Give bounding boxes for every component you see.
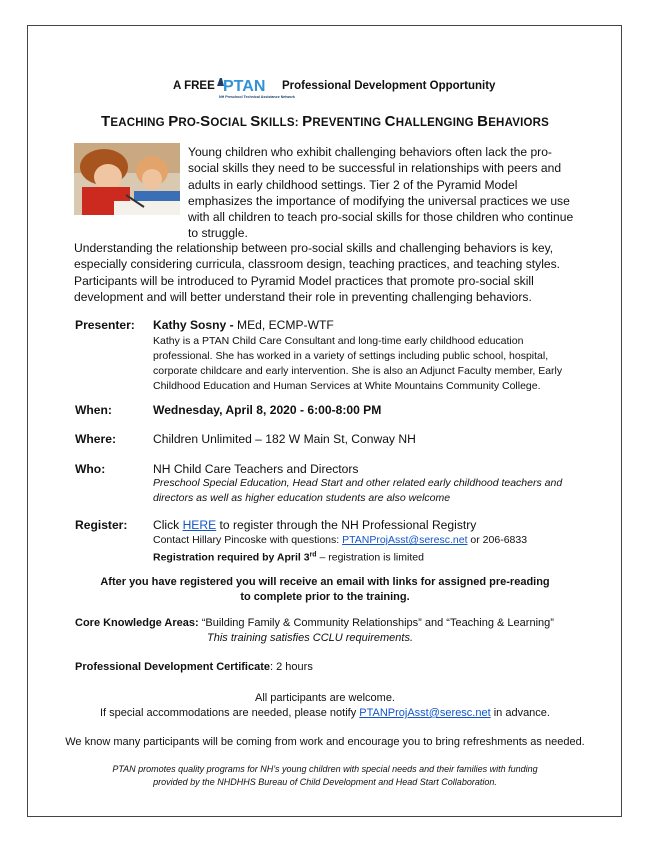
logo-subtext: NH Preschool Technical Assistance Network: [219, 95, 295, 99]
core-knowledge: Core Knowledge Areas: “Building Family & Community Relationships” and “Teaching & Learning”: [75, 617, 554, 629]
footer-text: PTAN promotes quality programs for NH’s young children with special needs and their families with funding provided by the NHDHHS Bureau of Child Development and Head Start Collaboration.: [112, 764, 538, 787]
presenter-label: Presenter:: [75, 318, 135, 332]
who-detail: Preschool Special Education, Head Start and other related early childhood teachers and directors as well as higher education students are also welcome: [153, 477, 563, 504]
contact-email-link[interactable]: PTANProjAsst@seresc.net: [342, 534, 468, 546]
when-label: When:: [75, 403, 112, 417]
where-label: Where:: [75, 432, 116, 446]
register-contact: Contact Hillary Pincoske with questions: PTANProjAsst@seresc.net or 206-6833: [153, 534, 528, 546]
register-label: Register:: [75, 518, 128, 532]
welcome-text: All participants are welcome. If special accommodations are needed, please notify PTANProjAsst@seresc.net in advance.: [100, 692, 550, 719]
presenter-name: Kathy Sosny - MEd, ECMP-WTF: [153, 318, 334, 332]
certificate: Professional Development Certificate: 2 hours: [75, 661, 313, 673]
description-paragraph: Understanding the relationship between pro-social skills and challenging behaviors is key, especially considering curricula, classroom design, teaching practices, and teaching styles. Participants will be introduced to Pyramid Model practices that promote pro-social skill development and will better understand their role in preventing challenging behaviors.: [74, 241, 561, 304]
who-value: NH Child Care Teachers and Directors: [153, 462, 359, 476]
accommodations-email-link[interactable]: PTANProjAsst@seresc.net: [359, 707, 491, 719]
presenter-bio: Kathy is a PTAN Child Care Consultant and long-time early childhood education professional. She has worked in a variety of settings including public school, hospital, corporate childcare and early intervention. She is also an Adjunct Faculty member, Early Childhood Education and Human Services at White Mountains Community College.: [153, 335, 563, 392]
logo-text: PTAN: [223, 78, 266, 95]
when-value: Wednesday, April 8, 2020 - 6:00-8:00 PM: [153, 403, 382, 417]
free-label: A FREE: [173, 80, 215, 92]
page-title: TEACHING PRO-SOCIAL SKILLS: PREVENTING CHALLENGING BEHAVIORS: [100, 113, 550, 130]
ptan-logo: [211, 72, 295, 100]
header-line: [0, 72, 650, 100]
notice-text: After you have registered you will receive an email with links for assigned pre-reading to complete prior to the training.: [100, 576, 550, 603]
cclu-note: This training satisfies CCLU requirements.: [207, 632, 414, 644]
who-label: Who:: [75, 462, 106, 476]
where-value: Children Unlimited – 182 W Main St, Conway NH: [153, 432, 416, 446]
intro-text: Young children who exhibit challenging behaviors often lack the pro-social skills they need to be successful in relationships with peers and adults in early childhood settings. Tier 2 of the Pyramid Model emphasizes the importance of modifying the universal practices we use with all children to teach pro-social skills for those children who continue to struggle.: [188, 145, 574, 241]
register-deadline: Registration required by April 3rd – registration is limited: [153, 551, 424, 564]
children-photo: [74, 143, 180, 215]
pd-opportunity: Professional Development Opportunity: [282, 80, 496, 92]
refreshments-text: We know many participants will be coming from work and encourage you to bring refreshments as needed.: [65, 736, 585, 748]
register-here-link[interactable]: HERE: [182, 518, 217, 532]
register-line: Click HERE to register through the NH Professional Registry: [153, 518, 477, 532]
